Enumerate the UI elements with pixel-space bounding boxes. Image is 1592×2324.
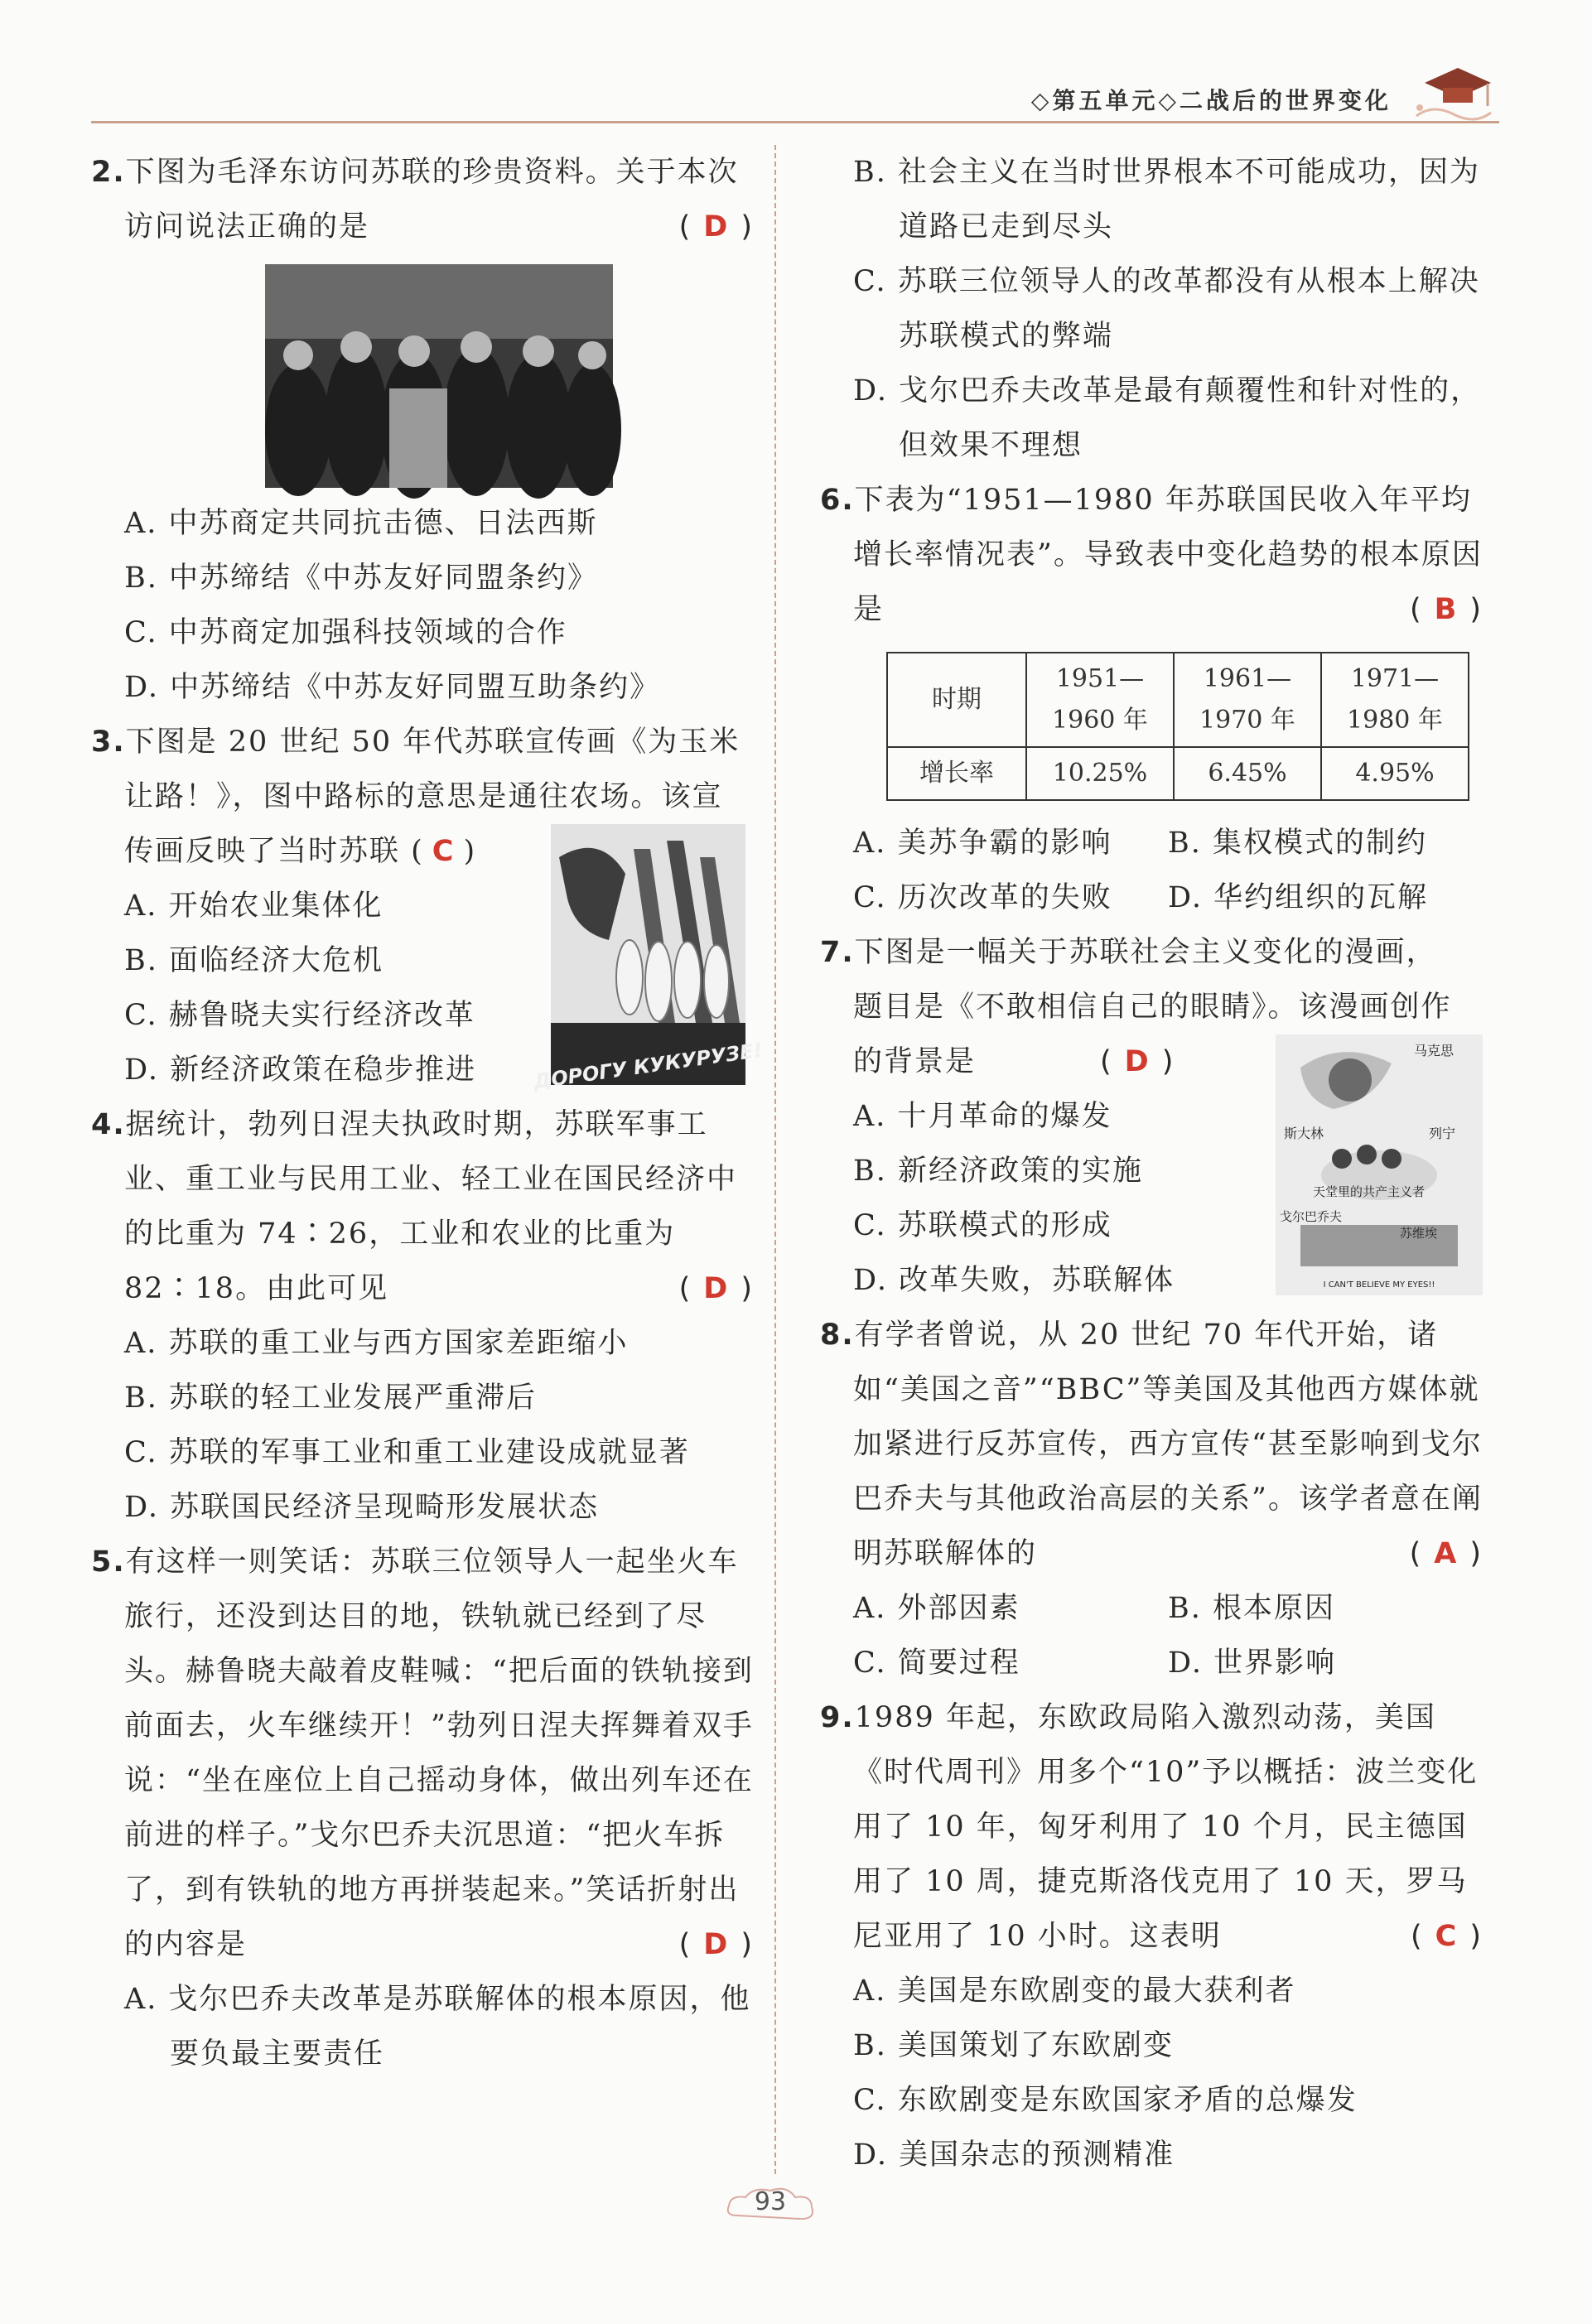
page-number-badge: [721, 2182, 820, 2232]
question-4: [91, 1097, 754, 1535]
option-d: D. 世界影响: [1168, 1647, 1337, 1680]
answer-slot: ( D ): [678, 210, 754, 243]
left-column: [91, 145, 765, 2081]
cartoon-caption: I CAN'T BELIEVE MY EYES!!: [1323, 1280, 1435, 1290]
table-header-row: [887, 653, 1469, 747]
option-c: C. 中苏商定加强科技领域的合作: [124, 616, 567, 649]
answer-slot: D: [1124, 1045, 1151, 1078]
question-number: 9.: [820, 1701, 855, 1734]
option-c: C. 赫鲁晓夫实行经济改革: [124, 999, 475, 1032]
option-a: A. 中苏商定共同抗击德、日法西斯: [124, 507, 598, 540]
option-d: D. 美国杂志的预测精准: [853, 2138, 1175, 2172]
question-9: [820, 1690, 1483, 2182]
cartoon-label: 苏维埃: [1400, 1226, 1438, 1241]
question-number: 6.: [820, 484, 855, 517]
question-3: 3.下图是 20 世纪 50 年代苏联宣传画《为玉米 让路！》，图中路标的意思是通往农场。该宣 传画反映了当时苏联 ( C ) A. 开始农业集体化 B. 面临经济大危机 C. 赫鲁晓夫实行经济改革 D. 新经济政策在稳步推进 ДОРОГУ КУКУРУЗЕ!: [91, 715, 754, 1097]
question-stem: 下图为毛泽东访问苏联的珍贵资料。关于本次访问说法正确的是: [124, 156, 739, 243]
option-c: C. 东欧剧变是东欧国家矛盾的总爆发: [853, 2084, 1358, 2117]
question-stem: 下表为“1951—1980 年苏联国民收入年平均增长率情况表”。导致表中变化趋势的根本原因是: [853, 484, 1483, 626]
option-b: B. 社会主义在当时世界根本不可能成功，因为道路已走到尽头: [853, 156, 1480, 243]
answer-slot: C: [432, 835, 456, 868]
cartoon-label: 戈尔巴乔夫: [1280, 1209, 1343, 1224]
option-a: A. 外部因素: [853, 1592, 1020, 1625]
question-stem-line-2: 题目是《不敢相信自己的眼睛》。该漫画创作: [853, 991, 1452, 1024]
option-a: A. 开始农业集体化: [124, 890, 384, 923]
question-stem: 据统计，勃列日涅夫执政时期，苏联军事工业、重工业与民用工业、轻工业在国民经济中的比重为 74∶26，工业和农业的比重为 82∶18。由此可见: [124, 1108, 738, 1305]
table-cell: 4.95%: [1321, 747, 1469, 800]
graduation-cap-icon: [1408, 58, 1499, 124]
question-number: 4.: [91, 1108, 126, 1141]
question-stem: 有这样一则笑话：苏联三位领导人一起坐火车旅行，还没到达目的地，铁轨就已经到了尽头。赫鲁晓夫敲着皮鞋喊：“把后面的铁轨接到前面去，火车继续开！”勃列日涅夫挥舞着双手说：“坐在座位上自己摇动身体，做出列车还在前进的样子。”戈尔巴乔夫沉思道：“把火车拆了，到有铁轨的地方再拼装起来。”笑话折射出的内容是: [124, 1545, 754, 1961]
option-b: B. 根本原因: [1168, 1592, 1335, 1625]
option-b: B. 中苏缔结《中苏友好同盟条约》: [124, 562, 598, 595]
option-c: C. 历次改革的失败: [853, 881, 1112, 914]
option-d: D. 华约组织的瓦解: [1168, 881, 1429, 914]
answer-slot: ( C ): [1411, 1920, 1483, 1953]
page-header: [91, 58, 1499, 124]
answer-slot: ( D ): [678, 1928, 754, 1961]
question-stem-line-2: 让路！》，图中路标的意思是通往农场。该宣: [124, 780, 723, 813]
option-a: A. 美苏争霸的影响: [853, 827, 1112, 860]
table-header-cell: 1961— 1970 年: [1174, 653, 1321, 747]
table-cell: 10.25%: [1026, 747, 1174, 800]
question-stem-line-1: 下图是一幅关于苏联社会主义变化的漫画，: [854, 936, 1437, 969]
question-number: 2.: [91, 156, 126, 189]
answer-slot: ( D ): [678, 1272, 754, 1305]
question-number: 5.: [91, 1545, 126, 1579]
page-number: 93: [754, 2187, 787, 2216]
table-row: [887, 747, 1469, 800]
option-b: B. 新经济政策的实施: [853, 1155, 1143, 1188]
cartoon-label: 马克思: [1413, 1043, 1454, 1058]
header-rule: [91, 121, 1499, 123]
table-cell: 6.45%: [1174, 747, 1321, 800]
answer-slot: ( B ): [1410, 593, 1483, 626]
question-number: 8.: [820, 1319, 855, 1352]
question-5-continued: [820, 145, 1483, 473]
question-6: [820, 473, 1483, 925]
option-c: C. 苏联的军事工业和重工业建设成就显著: [124, 1436, 690, 1469]
cartoon-label: 列宁: [1429, 1126, 1456, 1141]
answer-slot: ( A ): [1409, 1537, 1483, 1570]
option-c: C. 苏联模式的形成: [853, 1209, 1112, 1242]
option-b: B. 面临经济大危机: [124, 944, 384, 977]
right-column: [820, 145, 1483, 2182]
option-b: B. 美国策划了东欧剧变: [853, 2029, 1174, 2062]
question-8: [820, 1308, 1483, 1690]
cartoon-label: 斯大林: [1284, 1126, 1324, 1141]
option-b: B. 集权模式的制约: [1168, 827, 1427, 860]
question-stem: 1989 年起，东欧政局陷入激烈动荡，美国《时代周刊》用多个“10”予以概括：波兰变化用了 10 年，匈牙利用了 10 个月，民主德国用了 10 周，捷克斯洛伐克用了 10 天，罗马尼亚用了 10 小时。这表明: [853, 1701, 1479, 1953]
table-header-cell: 时期: [887, 653, 1026, 747]
option-a: A. 戈尔巴乔夫改革是苏联解体的根本原因，他要负最主要责任: [124, 1983, 751, 2071]
question-stem-line-3: 传画反映了当时苏联: [124, 835, 401, 868]
table-header-cell: 1951— 1960 年: [1026, 653, 1174, 747]
political-cartoon: [1276, 1034, 1483, 1295]
option-d: D. 苏联国民经济呈现畸形发展状态: [124, 1491, 600, 1524]
cartoon-label: 天堂里的共产主义者: [1313, 1184, 1426, 1199]
question-number: 3.: [91, 726, 126, 759]
historical-photo: [265, 264, 613, 488]
option-c: C. 苏联三位领导人的改革都没有从根本上解决苏联模式的弊端: [853, 265, 1480, 353]
option-c: C. 简要过程: [853, 1647, 1020, 1680]
question-2: [91, 145, 754, 715]
question-7: 7.下图是一幅关于苏联社会主义变化的漫画， 题目是《不敢相信自己的眼睛》。该漫画创作 的背景是 ( D ) A. 十月革命的爆发 B. 新经济政策的实施 C. 苏联模式的形成 D. 改革失败，苏联解体 马克思 斯大林 列宁 天堂里的共产主义者 戈尔巴乔夫 苏维埃 I CAN'T BELIEVE MY EYES!!: [820, 925, 1483, 1308]
poster-slogan: ДОРОГУ КУКУРУЗЕ!: [532, 1038, 765, 1094]
table-cell: 增长率: [887, 747, 1026, 800]
propaganda-poster: [532, 824, 765, 1094]
unit-title: ◇第五单元◇二战后的世界变化: [1030, 87, 1392, 114]
option-a: A. 十月革命的爆发: [853, 1100, 1112, 1133]
option-a: A. 苏联的重工业与西方国家差距缩小: [124, 1327, 629, 1360]
question-stem: 有学者曾说，从 20 世纪 70 年代开始，诸如“美国之音”“BBC”等美国及其他西方媒体就加紧进行反苏宣传，西方宣传“甚至影响到戈尔巴乔夫与其他政治高层的关系”。该学者意在阐明苏联解体的: [853, 1319, 1483, 1570]
option-a: A. 美国是东欧剧变的最大获利者: [853, 1974, 1296, 2008]
table-header-cell: 1971— 1980 年: [1321, 653, 1469, 747]
option-d: D. 中苏缔结《中苏友好同盟互助条约》: [124, 671, 661, 704]
option-d: D. 戈尔巴乔夫改革是最有颠覆性和针对性的，但效果不理想: [853, 374, 1482, 462]
question-number: 7.: [820, 936, 855, 969]
column-divider: [774, 145, 776, 2174]
question-stem-line-1: 下图是 20 世纪 50 年代苏联宣传画《为玉米: [125, 726, 741, 759]
question-stem-line-3: 的背景是: [853, 1045, 977, 1078]
option-d: D. 改革失败，苏联解体: [853, 1264, 1175, 1297]
growth-rate-table: [886, 652, 1469, 801]
option-b: B. 苏联的轻工业发展严重滞后: [124, 1381, 537, 1415]
option-d: D. 新经济政策在稳步推进: [124, 1054, 477, 1087]
question-5: [91, 1535, 754, 2081]
